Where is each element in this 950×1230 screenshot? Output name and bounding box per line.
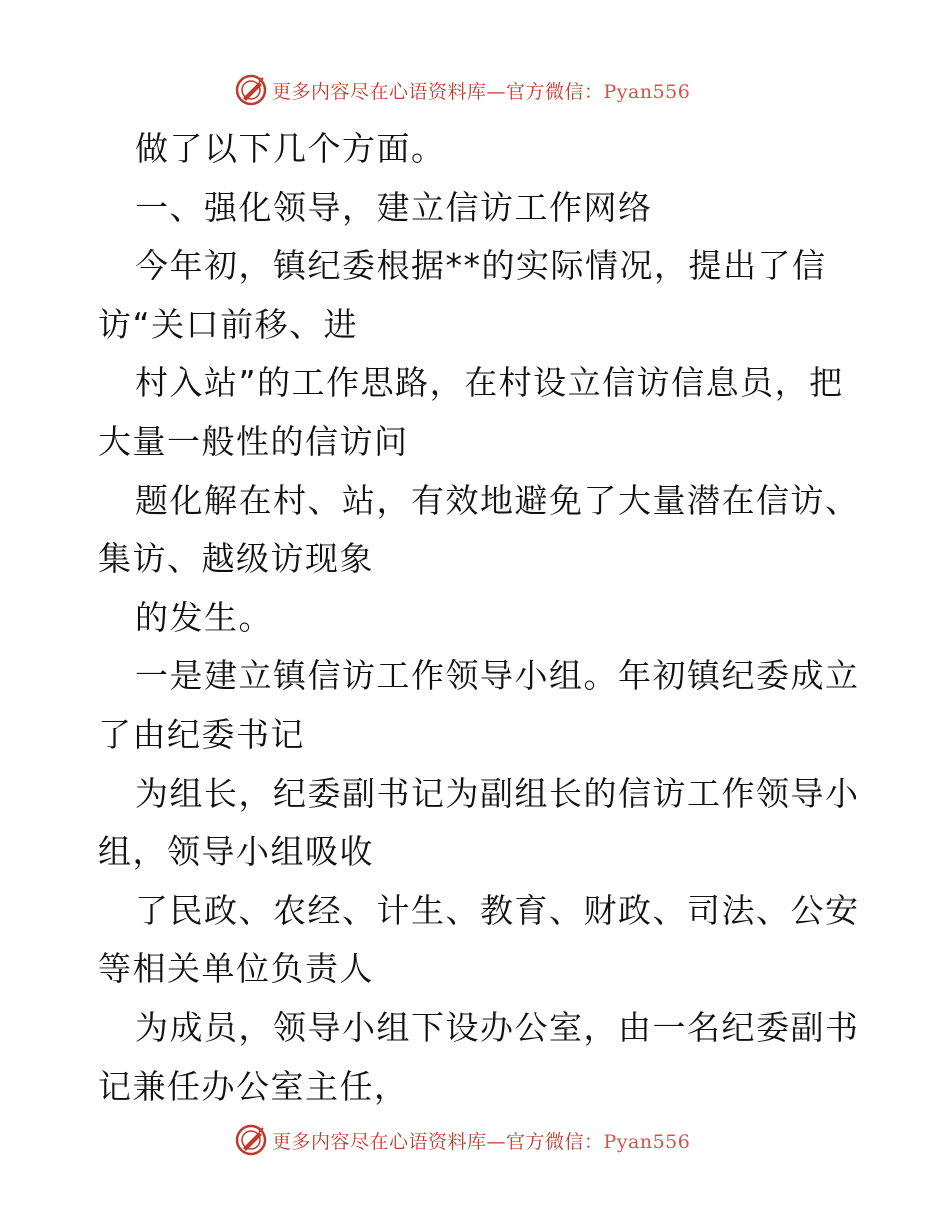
body-line: 大量一般性的信访问 — [98, 421, 409, 461]
body-line: 题化解在村、站，有效地避免了大量潜在信访、 — [135, 480, 860, 520]
body-line: 今年初，镇纪委根据**的实际情况，提出了信 — [135, 246, 827, 286]
body-line: 一是建立镇信访工作领导小组。年初镇纪委成立 — [135, 656, 860, 696]
body-line: 为组长，纪委副书记为副组长的信访工作领导小 — [135, 773, 860, 813]
body-line: 组，领导小组吸收 — [98, 832, 374, 872]
body-line: 集访、越级访现象 — [98, 539, 374, 579]
pen-seal-logo-icon — [234, 1123, 268, 1157]
document-body — [98, 120, 858, 1116]
body-line: 做了以下几个方面。 — [135, 129, 446, 168]
body-line: 了民政、农经、计生、教育、财政、司法、公安 — [135, 890, 860, 930]
footer-wechat-id: Pyan556 — [603, 1130, 691, 1153]
header-banner-text — [272, 77, 690, 104]
footer-banner — [234, 1122, 690, 1158]
section-heading: 一、强化领导，建立信访工作网络 — [135, 187, 653, 227]
body-line: 等相关单位负责人 — [98, 949, 374, 989]
body-line: 为成员，领导小组下设办公室，由一名纪委副书 — [135, 1007, 860, 1047]
header-banner-label: 更多内容尽在心语资料库—官方微信： — [272, 80, 604, 103]
header-wechat-id: Pyan556 — [603, 80, 691, 103]
body-line: 了由纪委书记 — [98, 714, 305, 754]
pen-seal-logo-icon — [234, 73, 268, 107]
footer-banner-label: 更多内容尽在心语资料库—官方微信： — [272, 1130, 604, 1153]
body-line: 访“关口前移、进 — [98, 304, 359, 344]
header-banner — [234, 72, 690, 108]
body-line: 记兼任办公室主任， — [98, 1066, 409, 1106]
body-line: 的发生。 — [135, 597, 273, 637]
footer-banner-text — [272, 1127, 690, 1154]
body-line: 村入站”的工作思路，在村设立信访信息员，把 — [135, 363, 844, 403]
